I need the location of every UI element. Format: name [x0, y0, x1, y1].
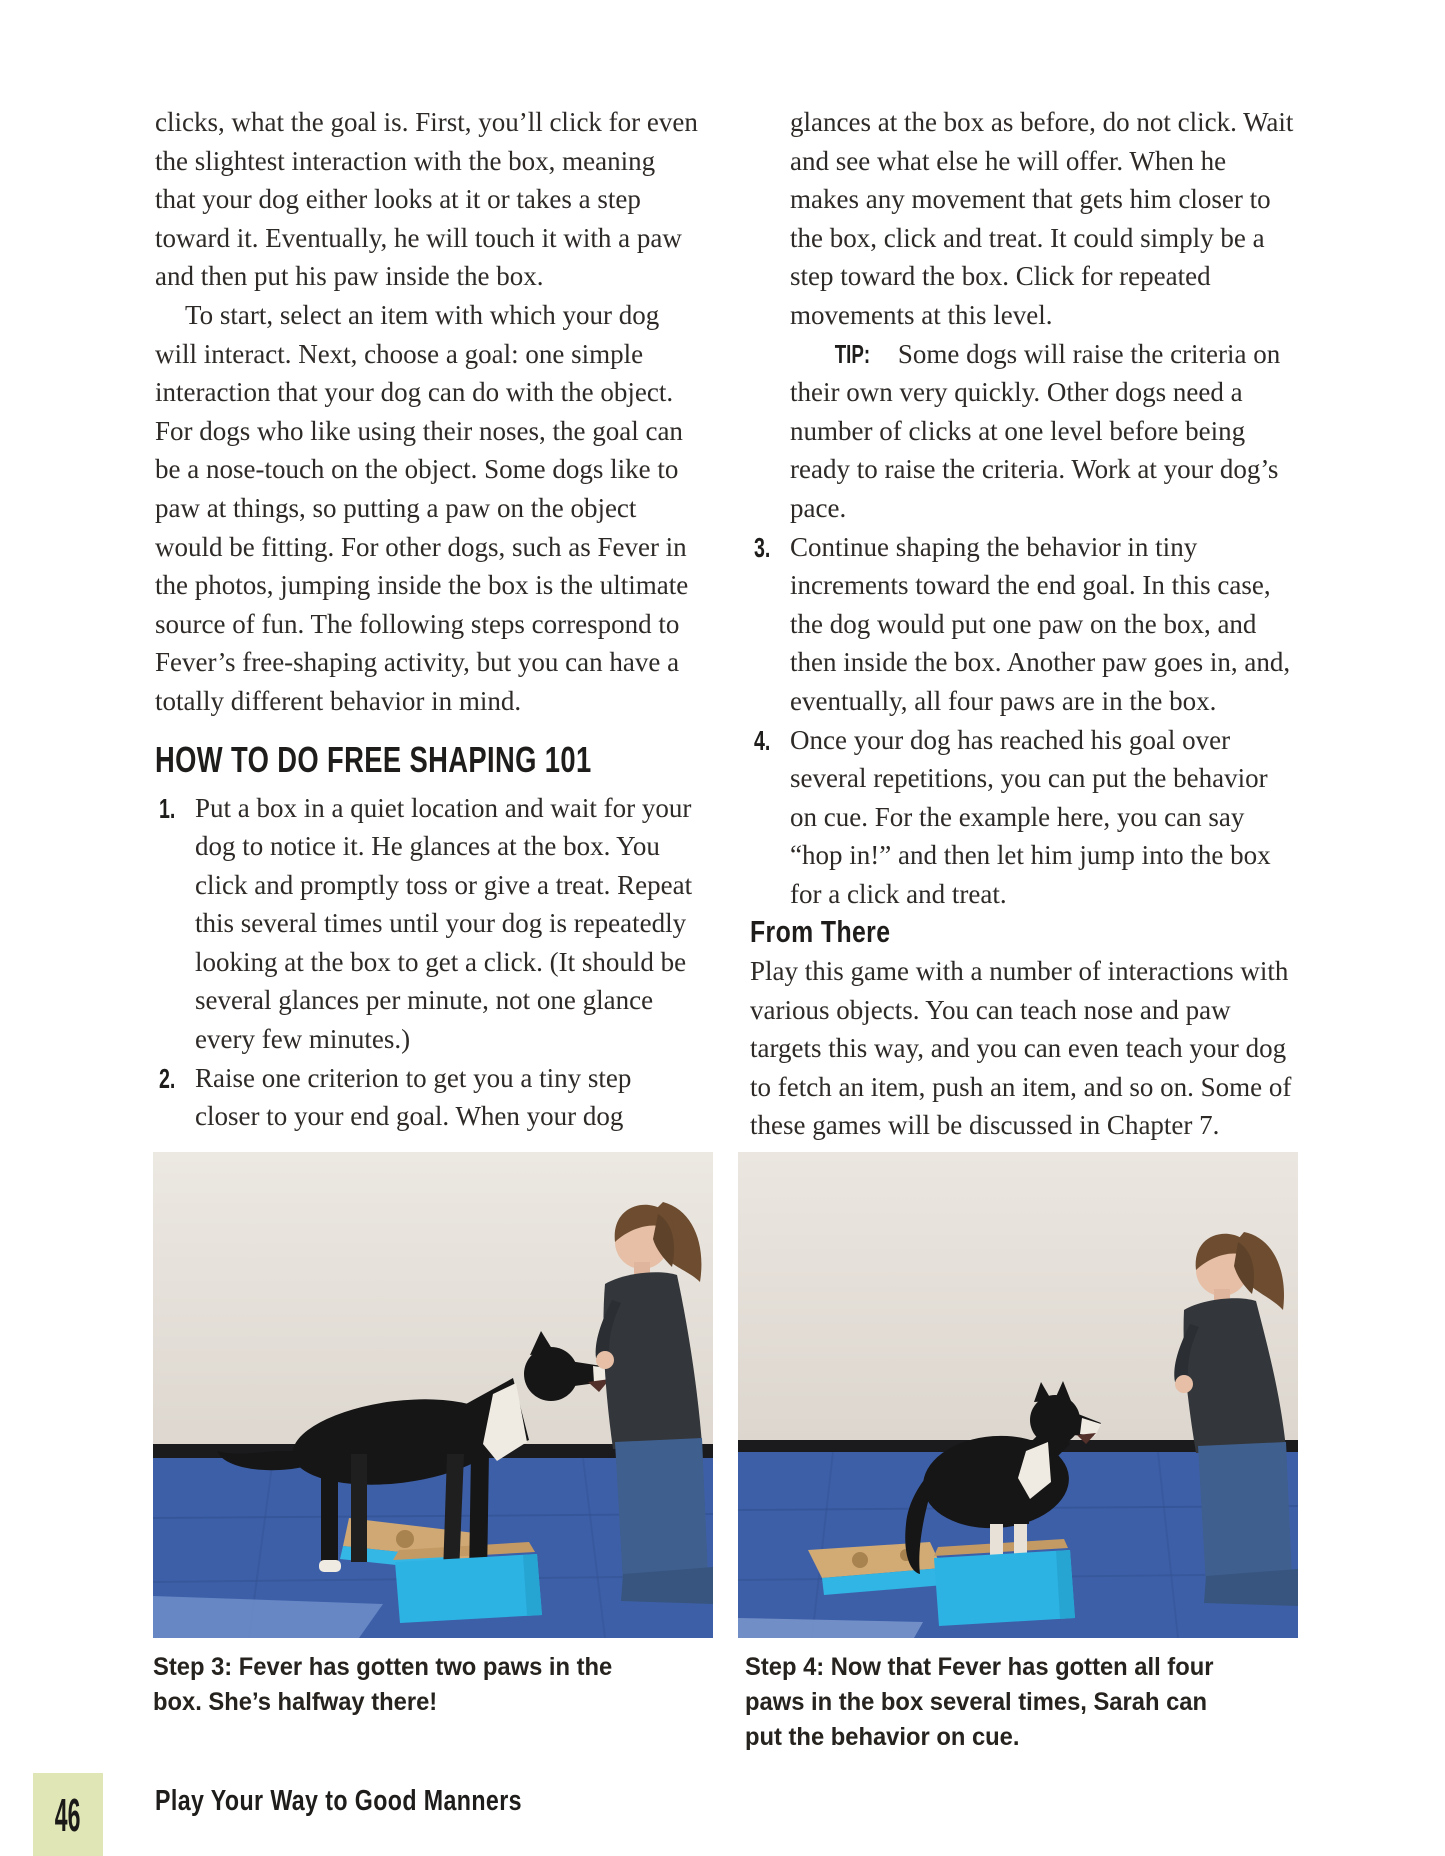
body-paragraph: clicks, what the goal is. First, you’ll click for even the slightest interaction with the box, meaning that your dog either looks at it or takes a step toward it. Eventually, he will touch it with a paw and then put his paw inside the box.	[155, 107, 698, 292]
list-item	[750, 528, 1295, 721]
right-column	[750, 103, 1295, 1145]
list-item-continuation	[790, 103, 1295, 528]
sub-heading-text: From There	[750, 914, 891, 950]
section-heading-text: HOW TO DO FREE SHAPING 101	[155, 738, 592, 780]
list-item	[750, 721, 1295, 914]
photo-step4-illustration	[738, 1152, 1298, 1638]
tip-paragraph	[790, 335, 1295, 528]
left-column	[155, 103, 700, 1136]
footer-book-title-text: Play Your Way to Good Manners	[155, 1785, 522, 1817]
page-number-box	[33, 1773, 103, 1856]
list-number: 4.	[754, 724, 771, 756]
page-number: 46	[55, 1788, 81, 1841]
list-text: Raise one criterion to get you a tiny step closer to your end goal. When your dog	[195, 1062, 632, 1132]
list-text: Once your dog has reached his goal over several repetitions, you can put the behavior on cue. For the example here, you can say “hop in!” and then let him jump into the box for a click and treat.	[790, 724, 1271, 909]
photo-step3-illustration	[153, 1152, 713, 1638]
figure-caption: Step 4: Now that Fever has gotten all four paws in the box several times, Sarah can put the behavior on cue.	[745, 1653, 1214, 1751]
list-text: Continue shaping the behavior in tiny increments toward the end goal. In this case, the dog would put one paw on the box, and then inside the box. Another paw goes in, and, eventually, all four paws are in the box.	[790, 531, 1291, 716]
body-paragraph: Play this game with a number of interactions with various objects. You can teach nose and paw targets this way, and you can even teach your dog to fetch an item, push an item, and so on. Some of these games will be discussed in Chapter 7.	[750, 956, 1292, 1141]
figure-caption: Step 3: Fever has gotten two paws in the box. She’s halfway there!	[153, 1653, 613, 1716]
sub-heading	[750, 913, 1295, 952]
list-number: 1.	[159, 792, 176, 824]
photo-step4-four-paws-in-box	[738, 1152, 1298, 1638]
tip-label: TIP:	[834, 338, 871, 369]
section-heading	[155, 738, 700, 780]
list-item	[155, 789, 700, 1059]
list-number: 2.	[159, 1062, 176, 1094]
list-number: 3.	[754, 531, 771, 563]
footer-book-title	[155, 1784, 614, 1818]
list-item	[155, 1059, 700, 1136]
body-paragraph: To start, select an item with which your dog will interact. Next, choose a goal: one simple interaction that your dog can do with the object. For dogs who like using their noses, the goal can be a nose-touch on the object. Some dogs like to paw at things, so putting a paw on the object would be fitting. For other dogs, such as Fever in the photos, jumping inside the box is the ultimate source of fun. The following steps correspond to Fever’s free-shaping activity, but you can have a totally different behavior in mind.	[155, 299, 689, 716]
list-text: Put a box in a quiet location and wait for your dog to notice it. He glances at the box. You click and promptly toss or give a treat. Repeat this several times until your dog is repeatedly looking at the box to get a click. (It should be several glances per minute, not one glance every few minutes.)	[195, 792, 693, 1055]
continuation-text: glances at the box as before, do not click. Wait and see what else he will offer. When he makes any movement that gets him closer to the box, click and treat. It could simply be a step toward the box. Click for repeated movements at this level.	[790, 107, 1294, 330]
tip-text: Some dogs will raise the criteria on their own very quickly. Other dogs need a number of clicks at one level before being ready to raise the criteria. Work at your dog’s pace.	[790, 338, 1281, 523]
photo-step3-two-paws-in-box	[153, 1152, 713, 1638]
